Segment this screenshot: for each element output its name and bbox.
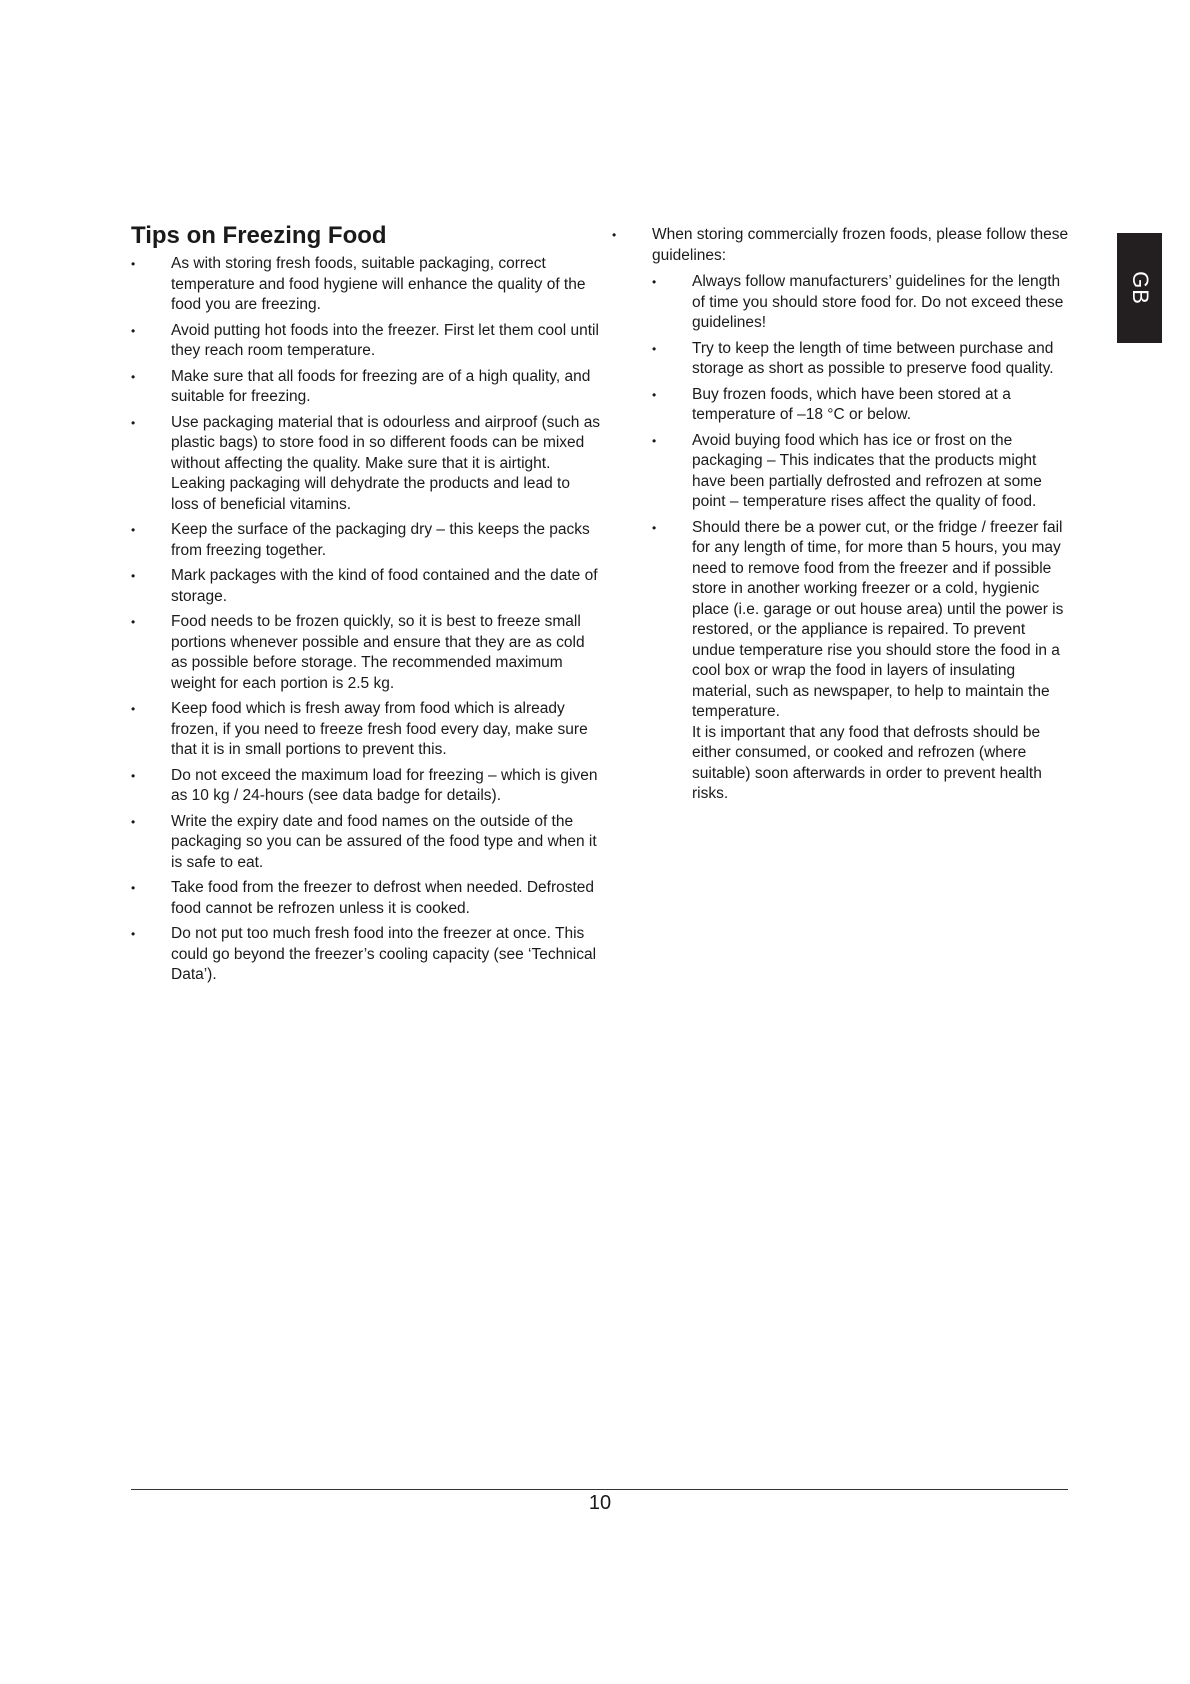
page-title: Tips on Freezing Food bbox=[131, 222, 387, 249]
commercial-intro: • When storing commercially frozen foods, please follow these guidelines: bbox=[652, 226, 1069, 264]
list-item: • Food needs to be frozen quickly, so it is best to freeze small portions whenever possible and ensure that they are as cold as possible before storage. The recommended maximum weight for each portion is 2.5 kg. bbox=[131, 612, 601, 694]
sub-list-item: • Try to keep the length of time between purchase and storage as short as possible to preserve food quality. bbox=[652, 339, 1072, 380]
list-item: • Write the expiry date and food names on the outside of the packaging so you can be assured of the food type and when it is safe to eat. bbox=[131, 812, 601, 874]
language-tab bbox=[1117, 233, 1162, 343]
power-cut-tip: • Should there be a power cut, or the fridge / freezer fail for any length of time, for more than 5 hours, you may need to remove food from the freezer and if possible store in another working freezer or a cold, hygienic place (i.e. garage or out house area) until the power is restored, or the appliance is repaired. To prevent undue temperature rise you should store the food in a cool box or wrap the food in layers of insulating material, such as newspaper, to help to maintain the temperature. bbox=[692, 518, 1064, 720]
list-item: • Make sure that all foods for freezing are of a high quality, and suitable for freezing. bbox=[131, 367, 601, 408]
list-item-commercial-guidelines bbox=[612, 225, 1072, 805]
list-item: • Use packaging material that is odourless and airproof (such as plastic bags) to store food in so different foods can be mixed without affecting the quality. Make sure that it is airtight. Leaking packaging will dehydrate the products and lead to loss of beneficial vitamins. bbox=[131, 413, 601, 516]
footer-divider bbox=[131, 1489, 1068, 1490]
list-item: • Keep the surface of the packaging dry – this keeps the packs from freezing together. bbox=[131, 520, 601, 561]
sub-list-item: • Avoid buying food which has ice or frost on the packaging – This indicates that the products might have been partially defrosted and refrozen at some point – temperature rises affect the quality of food. bbox=[652, 431, 1072, 513]
list-item: • Avoid putting hot foods into the freezer. First let them cool until they reach room temperature. bbox=[131, 321, 601, 362]
left-column bbox=[131, 254, 601, 991]
language-tab-label: GB bbox=[1127, 271, 1153, 305]
power-cut-note: It is important that any food that defrosts should be either consumed, or cooked and refrozen (where suitable) soon afterwards in order to prevent health risks. bbox=[692, 723, 1042, 802]
right-column bbox=[612, 225, 1082, 810]
sub-list-item: • Buy frozen foods, which have been stored at a temperature of –18 °C or below. bbox=[652, 385, 1072, 426]
list-item: • Take food from the freezer to defrost when needed. Defrosted food cannot be refrozen unless it is cooked. bbox=[131, 878, 601, 919]
list-item: • Mark packages with the kind of food contained and the date of storage. bbox=[131, 566, 601, 607]
freezing-tips-list bbox=[131, 254, 601, 986]
list-item: • As with storing fresh foods, suitable packaging, correct temperature and food hygiene will enhance the quality of the food you are freezing. bbox=[131, 254, 601, 316]
list-item: • Do not put too much fresh food into the freezer at once. This could go beyond the freezer’s cooling capacity (see ‘Technical Data’). bbox=[131, 924, 601, 986]
sub-list-item: • Always follow manufacturers’ guidelines for the length of time you should store food for. Do not exceed these guidelines! bbox=[652, 272, 1072, 334]
list-item: • Keep food which is fresh away from food which is already frozen, if you need to freeze fresh food every day, make sure that it is in small portions to prevent this. bbox=[131, 699, 601, 761]
commercial-storage-list bbox=[612, 225, 1082, 805]
commercial-subtips-list bbox=[652, 272, 1072, 805]
page-number: 10 bbox=[588, 1492, 612, 1514]
sub-list-item-power-cut bbox=[652, 518, 1072, 805]
list-item: • Do not exceed the maximum load for freezing – which is given as 10 kg / 24-hours (see data badge for details). bbox=[131, 766, 601, 807]
